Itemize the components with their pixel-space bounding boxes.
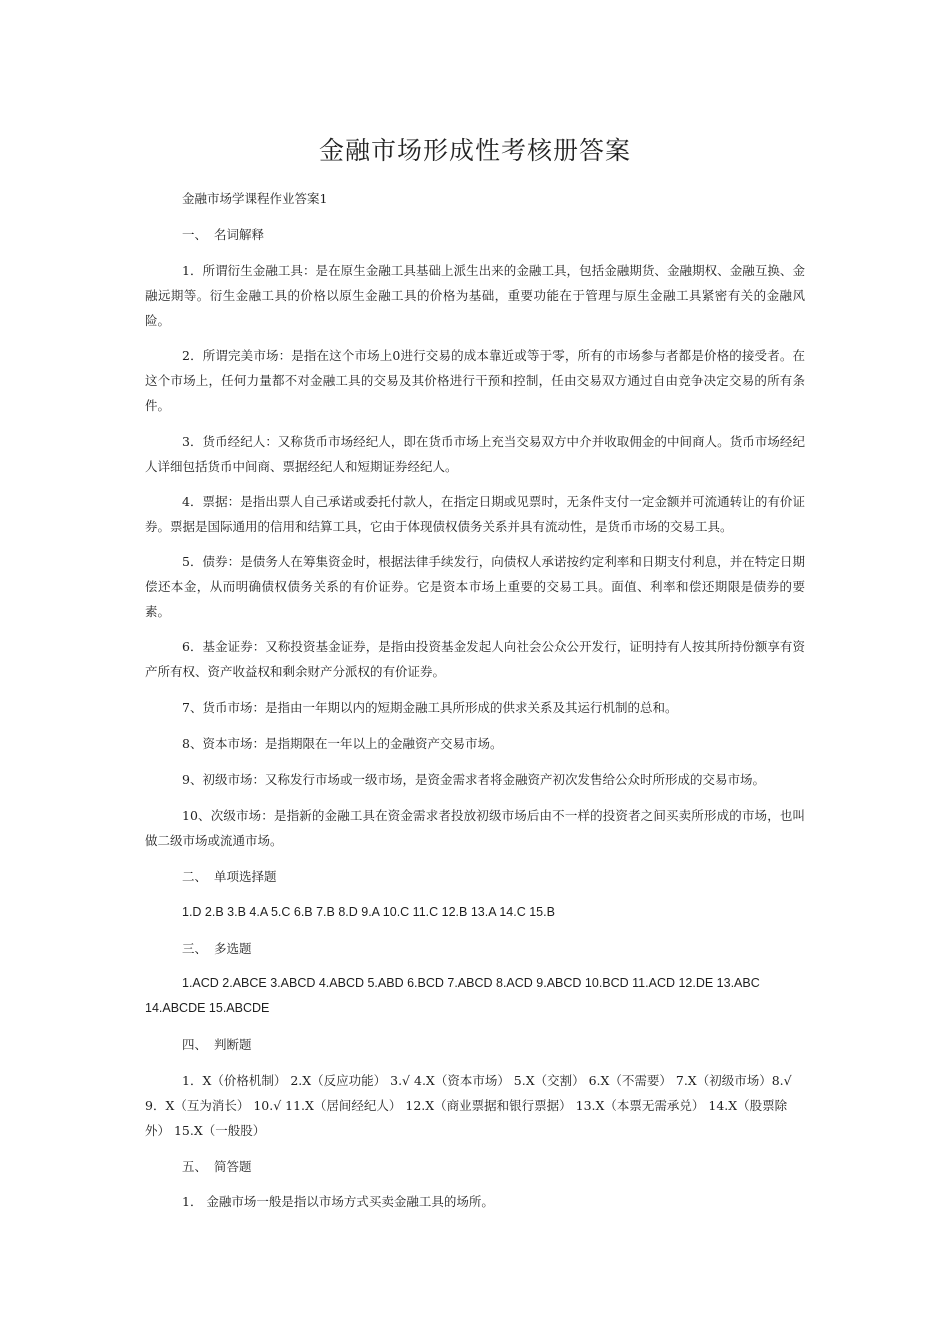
true-false-answers-line-2: 9．X（互为消长） 10.√ 11.X（居间经纪人） 12.X（商业票据和银行票据） 13.X（本票无需承兑） 14.X（股票除 [145, 1098, 788, 1113]
section-number: 一、 [182, 227, 208, 242]
term-item-6: 6．基金证券：又称投资基金证券，是指由投资基金发起人向社会公众公开发行，证明持有人按其所持份额享有资产所有权、资产收益权和剩余财产分派权的有价证券。 [145, 639, 805, 679]
document-subtitle: 金融市场学课程作业答案1 [182, 191, 328, 206]
section-label: 多选题 [214, 941, 252, 956]
section-heading-single-choice [182, 864, 277, 889]
section-number: 二、 [182, 869, 208, 884]
term-item-7: 7、货币市场：是指由一年期以内的短期金融工具所形成的供求关系及其运行机制的总和。 [182, 700, 678, 715]
section-label: 单项选择题 [214, 869, 277, 884]
term-item-5: 5．债券：是债务人在筹集资金时，根据法律手续发行，向债权人承诺按约定利率和日期支付利息，并在特定日期偿还本金，从而明确债权债务关系的有价证券。它是资本市场上重要的交易工具。面值、利率和偿还期限是债券的要素。 [145, 554, 805, 619]
section-label: 简答题 [214, 1159, 252, 1174]
section-number: 三、 [182, 941, 208, 956]
multi-choice-answers-line-2: 14.ABCDE 15.ABCDE [145, 1001, 270, 1015]
section-label: 名词解释 [214, 227, 265, 242]
term-item-4: 4．票据：是指出票人自己承诺或委托付款人，在指定日期或见票时，无条件支付一定金额并可流通转让的有价证券。票据是国际通用的信用和结算工具，它由于体现债权债务关系并具有流动性，是货币市场的交易工具。 [145, 494, 805, 534]
term-item-10: 10、次级市场：是指新的金融工具在资金需求者投放初级市场后由不一样的投资者之间买卖所形成的市场，也叫做二级市场或流通市场。 [145, 808, 805, 848]
short-answer-item-1: 1． 金融市场一般是指以市场方式买卖金融工具的场所。 [182, 1194, 494, 1209]
true-false-answers-line-1: 1．X（价格机制） 2.X（反应功能） 3.√ 4.X（资本市场） 5.X（交割） 6.X（不需要） 7.X（初级市场）8.√ [182, 1073, 792, 1088]
section-heading-terms [182, 222, 264, 247]
term-item-3: 3．货币经纪人：又称货币市场经纪人，即在货币市场上充当交易双方中介并收取佣金的中间商人。货币市场经纪人详细包括货币中间商、票据经纪人和短期证券经纪人。 [145, 434, 805, 474]
section-heading-true-false [182, 1032, 252, 1057]
document-title: 金融市场形成性考核册答案 [318, 136, 631, 165]
section-heading-multi-choice [182, 936, 252, 961]
true-false-answers-line-3: 外） 15.X（一般股） [145, 1123, 266, 1138]
single-choice-answers: 1.D 2.B 3.B 4.A 5.C 6.B 7.B 8.D 9.A 10.C 11.C 12.B 13.A 14.C 15.B [182, 905, 555, 919]
section-heading-short-answer [182, 1154, 252, 1179]
term-item-2: 2．所谓完美市场：是指在这个市场上0进行交易的成本靠近或等于零，所有的市场参与者都是价格的接受者。在这个市场上，任何力量都不对金融工具的交易及其价格进行干预和控制，任由交易双方通过自由竞争决定交易的所有条件。 [145, 348, 805, 413]
multi-choice-answers-line-1: 1.ACD 2.ABCE 3.ABCD 4.ABCD 5.ABD 6.BCD 7.ABCD 8.ACD 9.ABCD 10.BCD 11.ACD 12.DE 13.ABC [182, 976, 760, 990]
term-item-1: 1．所谓衍生金融工具：是在原生金融工具基础上派生出来的金融工具，包括金融期货、金融期权、金融互换、金融远期等。衍生金融工具的价格以原生金融工具的价格为基础，重要功能在于管理与原生金融工具紧密有关的金融风险。 [145, 263, 805, 328]
term-item-9: 9、初级市场：又称发行市场或一级市场，是资金需求者将金融资产初次发售给公众时所形成的交易市场。 [182, 772, 765, 787]
section-label: 判断题 [214, 1037, 252, 1052]
term-item-8: 8、资本市场：是指期限在一年以上的金融资产交易市场。 [182, 736, 503, 751]
section-number: 四、 [182, 1037, 208, 1052]
section-number: 五、 [182, 1159, 208, 1174]
